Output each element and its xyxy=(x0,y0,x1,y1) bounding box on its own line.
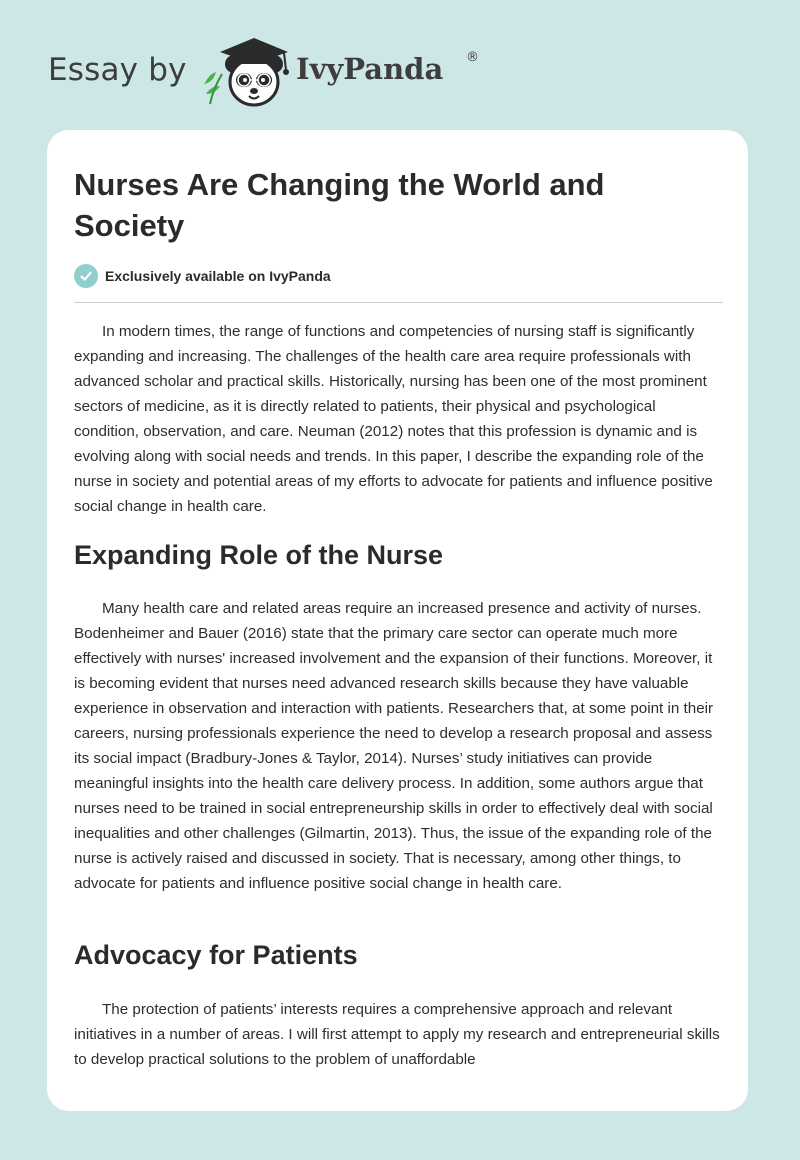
section-heading-advocacy: Advocacy for Patients xyxy=(74,940,358,970)
registered-mark: ® xyxy=(466,50,479,65)
site-brand[interactable] xyxy=(48,34,508,110)
essay-card xyxy=(47,130,748,1111)
badge-text: Exclusively available on IvyPanda xyxy=(105,268,331,284)
essay-title: Nurses Are Changing the World and Society xyxy=(74,167,605,243)
checkmark-icon xyxy=(74,264,98,288)
paragraph-intro: In modern times, the range of functions and competencies of nursing staff is significantly expanding and increasing. The challenges of the health care area require professionals with advanced scholar and practical skills. Historically, nursing has been one of the most prominent sectors of medicine, as it is directly related to patients, their physical and psychological condition, observation, and care. Neuman (2012) notes that this profession is dynamic and is evolving along with social needs and trends. In this paper, I describe the expanding role of the nurse in society and potential areas of my efforts to advocate for patients and influence positive social change in health care. xyxy=(74,323,713,515)
brand-prefix: Essay by xyxy=(48,52,187,88)
section-heading-expanding-role: Expanding Role of the Nurse xyxy=(74,540,444,570)
divider xyxy=(74,302,723,303)
exclusive-badge xyxy=(74,264,331,288)
paragraph-advocacy: The protection of patients’ interests requires a comprehensive approach and relevant initiatives in a number of areas. I will first attempt to apply my research and entrepreneurial skills to develop practical solutions to the problem of unaffordable xyxy=(74,1001,720,1068)
paragraph-expanding-role: Many health care and related areas require an increased presence and activity of nurses. Bodenheimer and Bauer (2016) state that the primary care sector can operate much more effectively with nurses' increased involvement and the expansion of their functions. Moreover, it is becoming evident that nurses need advanced research skills because they have valuable experience in observation and interaction with patients. Researchers that, at some point in their careers, nursing professionals experience the need to develop a research proposal and assess its social impact (Bradbury-Jones & Taylor, 2014). Nurses’ study initiatives can provide meaningful insights into the health care delivery process. In addition, some authors argue that nurses need to be trained in social entrepreneurship skills in order to effectively deal with social inequalities and other challenges (Gilmartin, 2013). Thus, the issue of the expanding role of the nurse is actively raised and discussed in society. That is necessary, among other things, to advocate for patients and influence positive social change in health care. xyxy=(74,600,714,892)
panda-graduate-icon xyxy=(200,34,294,110)
brand-name: IvyPanda xyxy=(296,52,444,86)
